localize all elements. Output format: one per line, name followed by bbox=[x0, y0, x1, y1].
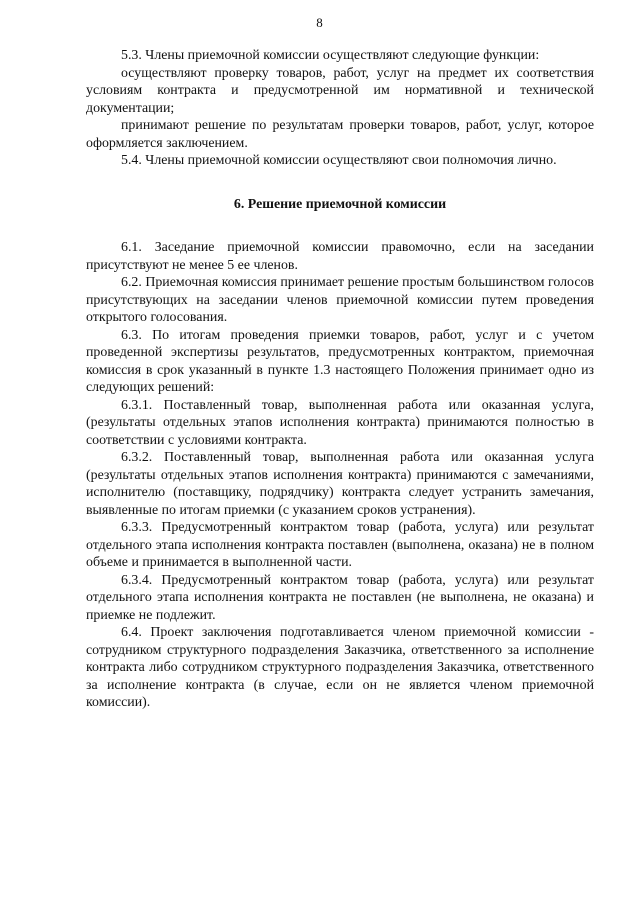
paragraph-5-3-function-2: принимают решение по результатам проверки товаров, работ, услуг, которое оформляется заключением. bbox=[86, 118, 594, 151]
paragraph-5-3-function-1: осуществляют проверку товаров, работ, услуг на предмет их соответствия условиям контракта и предусмотренной им нормативной и технической документации; bbox=[86, 65, 594, 116]
section-heading: 6. Решение приемочной комиссии bbox=[233, 196, 447, 212]
paragraph-6-3-1: 6.3.1. Поставленный товар, выполненная работа или оказанная услуга, (результаты отдельных этапов исполнения контракта) принимаются полностью в соответствии с условиями контракта. bbox=[86, 397, 594, 448]
paragraph-5-3: 5.3. Члены приемочной комиссии осуществляют следующие функции: bbox=[121, 48, 540, 63]
paragraph-6-2: 6.2. Приемочная комиссия принимает решение простым большинством голосов присутствующих на заседании членов приемочной комиссии путем проведения открытого голосования. bbox=[86, 275, 594, 325]
paragraph-6-3: 6.3. По итогам проведения приемки товаров, работ, услуг и с учетом проведенной экспертизы результатов, предусмотренных контрактом, приемочная комиссия в срок указанный в пункте 1.3 настоящего Положения принимает одно из следующих решений: bbox=[86, 327, 594, 395]
document-body bbox=[86, 47, 594, 712]
paragraph-5-4: 5.4. Члены приемочной комиссии осуществляют свои полномочия лично. bbox=[121, 153, 557, 168]
paragraph-6-3-2: 6.3.2. Поставленный товар, выполненная работа или оказанная услуга (результаты отдельных этапов исполнения контракта) принимаются с замечаниями, исполнителю (поставщику, подрядчику) контракта следует устранить замечания, выявленные по итогам приемки (с указанием сроков устранения). bbox=[86, 450, 594, 518]
paragraph-6-1: 6.1. Заседание приемочной комиссии правомочно, если на заседании присутствуют не менее 5 ее членов. bbox=[86, 240, 594, 273]
paragraph-6-3-4: 6.3.4. Предусмотренный контрактом товар (работа, услуга) или результат отдельного этапа исполнения контракта не поставлен (не выполнена, не оказана) и приемке не подлежит. bbox=[86, 572, 594, 623]
page-number: 8 bbox=[316, 15, 323, 30]
paragraph-6-4: 6.4. Проект заключения подготавливается членом приемочной комиссии - сотрудником структурного подразделения Заказчика, ответственного за исполнение контракта либо сотрудником структурного подразделения Заказчика, ответственного за исполнение контракта (в случае, если он не является членом приемочной комиссии). bbox=[86, 625, 594, 710]
paragraph-6-3-3: 6.3.3. Предусмотренный контрактом товар (работа, услуга) или результат отдельного этапа исполнения контракта поставлен (выполнена, оказана) не в полном объеме и принимается в выполненной части. bbox=[86, 520, 594, 570]
